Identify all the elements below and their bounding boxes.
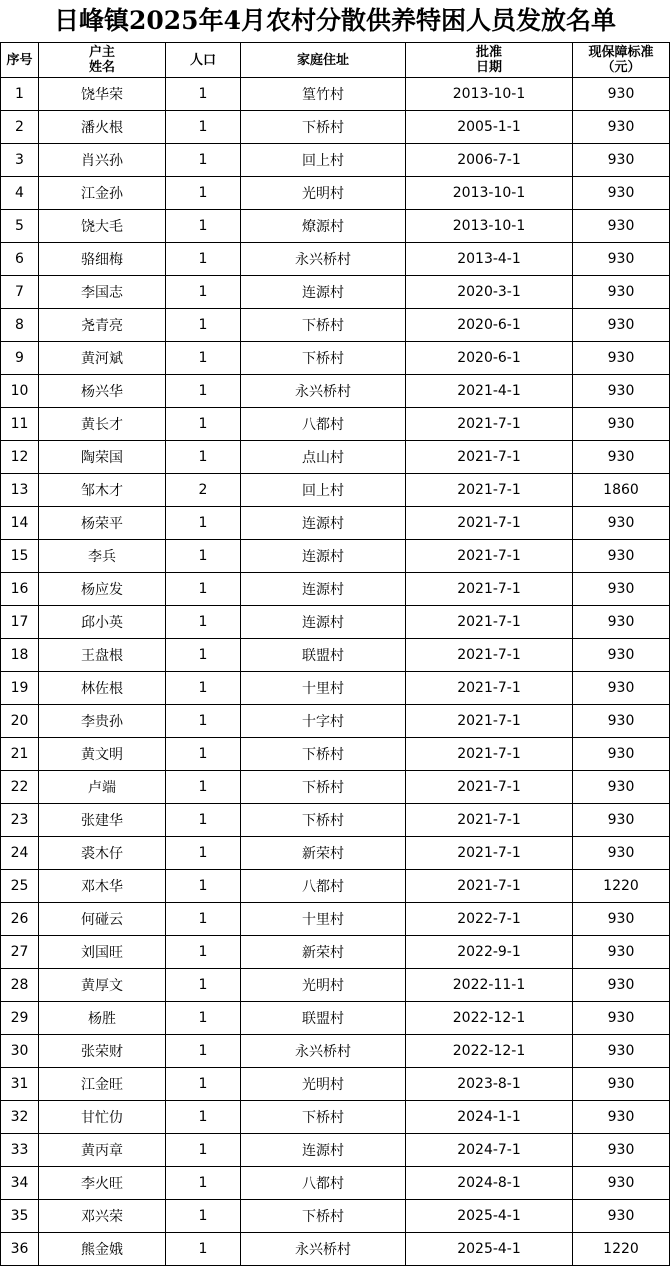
cell-name: 黄厚文 bbox=[39, 969, 166, 1002]
cell-population: 1 bbox=[166, 1200, 241, 1233]
table-row bbox=[1, 705, 670, 738]
header-approval-date: 批准 日期 bbox=[406, 43, 573, 78]
cell-name: 熊金娥 bbox=[39, 1233, 166, 1266]
cell-index: 16 bbox=[1, 573, 39, 606]
cell-address: 新荣村 bbox=[241, 837, 406, 870]
cell-name: 林佐根 bbox=[39, 672, 166, 705]
cell-population: 1 bbox=[166, 1002, 241, 1035]
cell-standard: 930 bbox=[573, 639, 670, 672]
header-population: 人口 bbox=[166, 43, 241, 78]
cell-standard: 930 bbox=[573, 1200, 670, 1233]
cell-approval-date: 2021-7-1 bbox=[406, 474, 573, 507]
cell-name: 骆细梅 bbox=[39, 243, 166, 276]
cell-index: 21 bbox=[1, 738, 39, 771]
cell-approval-date: 2022-12-1 bbox=[406, 1002, 573, 1035]
cell-approval-date: 2022-7-1 bbox=[406, 903, 573, 936]
cell-approval-date: 2021-7-1 bbox=[406, 672, 573, 705]
table-row bbox=[1, 606, 670, 639]
cell-index: 6 bbox=[1, 243, 39, 276]
cell-address: 下桥村 bbox=[241, 771, 406, 804]
cell-index: 20 bbox=[1, 705, 39, 738]
table-row bbox=[1, 210, 670, 243]
table-row bbox=[1, 441, 670, 474]
cell-standard: 930 bbox=[573, 804, 670, 837]
cell-approval-date: 2021-7-1 bbox=[406, 771, 573, 804]
table-row bbox=[1, 375, 670, 408]
cell-population: 1 bbox=[166, 309, 241, 342]
table-row bbox=[1, 573, 670, 606]
table-row bbox=[1, 1167, 670, 1200]
cell-population: 1 bbox=[166, 507, 241, 540]
table-row bbox=[1, 969, 670, 1002]
cell-name: 黄长才 bbox=[39, 408, 166, 441]
cell-address: 连源村 bbox=[241, 540, 406, 573]
cell-approval-date: 2013-10-1 bbox=[406, 78, 573, 111]
cell-population: 1 bbox=[166, 804, 241, 837]
cell-address: 点山村 bbox=[241, 441, 406, 474]
table-row bbox=[1, 837, 670, 870]
cell-index: 29 bbox=[1, 1002, 39, 1035]
cell-standard: 930 bbox=[573, 408, 670, 441]
cell-standard: 1860 bbox=[573, 474, 670, 507]
cell-approval-date: 2021-7-1 bbox=[406, 441, 573, 474]
cell-name: 何碰云 bbox=[39, 903, 166, 936]
cell-standard: 1220 bbox=[573, 1233, 670, 1266]
cell-address: 回上村 bbox=[241, 474, 406, 507]
cell-address: 八都村 bbox=[241, 1167, 406, 1200]
cell-address: 下桥村 bbox=[241, 111, 406, 144]
cell-standard: 930 bbox=[573, 177, 670, 210]
table-row bbox=[1, 672, 670, 705]
cell-name: 邓兴荣 bbox=[39, 1200, 166, 1233]
cell-approval-date: 2023-8-1 bbox=[406, 1068, 573, 1101]
table-row bbox=[1, 243, 670, 276]
cell-index: 3 bbox=[1, 144, 39, 177]
cell-standard: 930 bbox=[573, 606, 670, 639]
cell-approval-date: 2021-7-1 bbox=[406, 804, 573, 837]
cell-name: 尧青亮 bbox=[39, 309, 166, 342]
cell-index: 12 bbox=[1, 441, 39, 474]
table-row bbox=[1, 1101, 670, 1134]
cell-address: 篁竹村 bbox=[241, 78, 406, 111]
cell-approval-date: 2006-7-1 bbox=[406, 144, 573, 177]
cell-approval-date: 2005-1-1 bbox=[406, 111, 573, 144]
cell-population: 1 bbox=[166, 441, 241, 474]
cell-standard: 930 bbox=[573, 78, 670, 111]
cell-population: 1 bbox=[166, 375, 241, 408]
cell-standard: 930 bbox=[573, 276, 670, 309]
roster-table bbox=[0, 42, 670, 1266]
table-header-row bbox=[1, 43, 670, 78]
cell-address: 十字村 bbox=[241, 705, 406, 738]
cell-population: 1 bbox=[166, 1035, 241, 1068]
table-row bbox=[1, 1035, 670, 1068]
cell-index: 36 bbox=[1, 1233, 39, 1266]
cell-name: 邹木才 bbox=[39, 474, 166, 507]
cell-approval-date: 2024-1-1 bbox=[406, 1101, 573, 1134]
cell-standard: 930 bbox=[573, 705, 670, 738]
cell-name: 裘木仔 bbox=[39, 837, 166, 870]
cell-standard: 930 bbox=[573, 210, 670, 243]
cell-index: 17 bbox=[1, 606, 39, 639]
cell-standard: 930 bbox=[573, 144, 670, 177]
cell-index: 31 bbox=[1, 1068, 39, 1101]
cell-standard: 930 bbox=[573, 573, 670, 606]
cell-approval-date: 2021-7-1 bbox=[406, 408, 573, 441]
cell-index: 9 bbox=[1, 342, 39, 375]
cell-name: 饶大毛 bbox=[39, 210, 166, 243]
cell-address: 连源村 bbox=[241, 276, 406, 309]
cell-address: 十里村 bbox=[241, 903, 406, 936]
cell-population: 1 bbox=[166, 1068, 241, 1101]
cell-population: 1 bbox=[166, 903, 241, 936]
cell-population: 1 bbox=[166, 738, 241, 771]
cell-approval-date: 2021-7-1 bbox=[406, 507, 573, 540]
cell-address: 八都村 bbox=[241, 870, 406, 903]
table-row bbox=[1, 78, 670, 111]
cell-index: 32 bbox=[1, 1101, 39, 1134]
cell-population: 1 bbox=[166, 111, 241, 144]
cell-index: 5 bbox=[1, 210, 39, 243]
cell-population: 1 bbox=[166, 1101, 241, 1134]
cell-name: 李火旺 bbox=[39, 1167, 166, 1200]
cell-population: 1 bbox=[166, 606, 241, 639]
cell-standard: 1220 bbox=[573, 870, 670, 903]
cell-name: 杨兴华 bbox=[39, 375, 166, 408]
cell-approval-date: 2021-7-1 bbox=[406, 639, 573, 672]
cell-name: 刘国旺 bbox=[39, 936, 166, 969]
cell-population: 1 bbox=[166, 276, 241, 309]
cell-population: 1 bbox=[166, 243, 241, 276]
cell-address: 永兴桥村 bbox=[241, 1233, 406, 1266]
cell-index: 2 bbox=[1, 111, 39, 144]
cell-name: 杨胜 bbox=[39, 1002, 166, 1035]
cell-population: 1 bbox=[166, 870, 241, 903]
cell-approval-date: 2020-3-1 bbox=[406, 276, 573, 309]
cell-address: 十里村 bbox=[241, 672, 406, 705]
cell-index: 18 bbox=[1, 639, 39, 672]
cell-name: 饶华荣 bbox=[39, 78, 166, 111]
cell-population: 2 bbox=[166, 474, 241, 507]
cell-approval-date: 2020-6-1 bbox=[406, 309, 573, 342]
table-row bbox=[1, 342, 670, 375]
cell-index: 23 bbox=[1, 804, 39, 837]
cell-index: 30 bbox=[1, 1035, 39, 1068]
cell-standard: 930 bbox=[573, 1167, 670, 1200]
cell-standard: 930 bbox=[573, 243, 670, 276]
cell-standard: 930 bbox=[573, 1068, 670, 1101]
cell-address: 连源村 bbox=[241, 606, 406, 639]
cell-approval-date: 2013-10-1 bbox=[406, 177, 573, 210]
cell-index: 34 bbox=[1, 1167, 39, 1200]
cell-index: 8 bbox=[1, 309, 39, 342]
cell-index: 4 bbox=[1, 177, 39, 210]
table-row bbox=[1, 408, 670, 441]
cell-approval-date: 2021-7-1 bbox=[406, 606, 573, 639]
cell-approval-date: 2024-8-1 bbox=[406, 1167, 573, 1200]
cell-address: 光明村 bbox=[241, 1068, 406, 1101]
cell-approval-date: 2021-4-1 bbox=[406, 375, 573, 408]
cell-approval-date: 2021-7-1 bbox=[406, 540, 573, 573]
cell-standard: 930 bbox=[573, 540, 670, 573]
cell-approval-date: 2021-7-1 bbox=[406, 705, 573, 738]
cell-address: 联盟村 bbox=[241, 639, 406, 672]
cell-population: 1 bbox=[166, 1167, 241, 1200]
cell-approval-date: 2020-6-1 bbox=[406, 342, 573, 375]
table-row bbox=[1, 507, 670, 540]
cell-name: 黄河斌 bbox=[39, 342, 166, 375]
cell-name: 李国志 bbox=[39, 276, 166, 309]
cell-name: 黄丙章 bbox=[39, 1134, 166, 1167]
cell-name: 潘火根 bbox=[39, 111, 166, 144]
cell-standard: 930 bbox=[573, 1101, 670, 1134]
cell-population: 1 bbox=[166, 342, 241, 375]
cell-index: 28 bbox=[1, 969, 39, 1002]
cell-population: 1 bbox=[166, 771, 241, 804]
cell-name: 杨应发 bbox=[39, 573, 166, 606]
cell-population: 1 bbox=[166, 936, 241, 969]
cell-address: 永兴桥村 bbox=[241, 243, 406, 276]
cell-index: 35 bbox=[1, 1200, 39, 1233]
table-row bbox=[1, 1233, 670, 1266]
cell-address: 永兴桥村 bbox=[241, 375, 406, 408]
cell-name: 王盘根 bbox=[39, 639, 166, 672]
cell-address: 联盟村 bbox=[241, 1002, 406, 1035]
cell-approval-date: 2024-7-1 bbox=[406, 1134, 573, 1167]
cell-address: 永兴桥村 bbox=[241, 1035, 406, 1068]
cell-name: 江金旺 bbox=[39, 1068, 166, 1101]
cell-index: 1 bbox=[1, 78, 39, 111]
cell-approval-date: 2022-9-1 bbox=[406, 936, 573, 969]
cell-standard: 930 bbox=[573, 771, 670, 804]
cell-name: 卢端 bbox=[39, 771, 166, 804]
cell-address: 下桥村 bbox=[241, 738, 406, 771]
header-head-name: 户主 姓名 bbox=[39, 43, 166, 78]
cell-index: 13 bbox=[1, 474, 39, 507]
cell-population: 1 bbox=[166, 639, 241, 672]
cell-population: 1 bbox=[166, 78, 241, 111]
cell-name: 黄文明 bbox=[39, 738, 166, 771]
cell-name: 李兵 bbox=[39, 540, 166, 573]
cell-address: 连源村 bbox=[241, 507, 406, 540]
cell-population: 1 bbox=[166, 573, 241, 606]
table-row bbox=[1, 639, 670, 672]
header-index: 序号 bbox=[1, 43, 39, 78]
cell-name: 甘忙仂 bbox=[39, 1101, 166, 1134]
cell-address: 燎源村 bbox=[241, 210, 406, 243]
cell-index: 33 bbox=[1, 1134, 39, 1167]
cell-address: 光明村 bbox=[241, 177, 406, 210]
cell-population: 1 bbox=[166, 144, 241, 177]
cell-index: 10 bbox=[1, 375, 39, 408]
cell-standard: 930 bbox=[573, 375, 670, 408]
table-row bbox=[1, 144, 670, 177]
cell-population: 1 bbox=[166, 837, 241, 870]
cell-name: 邓木华 bbox=[39, 870, 166, 903]
cell-approval-date: 2013-10-1 bbox=[406, 210, 573, 243]
cell-standard: 930 bbox=[573, 1002, 670, 1035]
cell-name: 李贵孙 bbox=[39, 705, 166, 738]
table-row bbox=[1, 309, 670, 342]
cell-address: 下桥村 bbox=[241, 1200, 406, 1233]
cell-population: 1 bbox=[166, 672, 241, 705]
cell-standard: 930 bbox=[573, 672, 670, 705]
table-row bbox=[1, 1200, 670, 1233]
cell-population: 1 bbox=[166, 210, 241, 243]
cell-approval-date: 2021-7-1 bbox=[406, 738, 573, 771]
cell-standard: 930 bbox=[573, 1134, 670, 1167]
table-row bbox=[1, 1002, 670, 1035]
cell-name: 张建华 bbox=[39, 804, 166, 837]
cell-standard: 930 bbox=[573, 837, 670, 870]
cell-standard: 930 bbox=[573, 507, 670, 540]
header-standard: 现保障标准 （元） bbox=[573, 43, 670, 78]
table-row bbox=[1, 474, 670, 507]
table-row bbox=[1, 870, 670, 903]
cell-standard: 930 bbox=[573, 1035, 670, 1068]
header-address: 家庭住址 bbox=[241, 43, 406, 78]
table-row bbox=[1, 1134, 670, 1167]
cell-index: 7 bbox=[1, 276, 39, 309]
cell-approval-date: 2021-7-1 bbox=[406, 870, 573, 903]
cell-name: 陶荣国 bbox=[39, 441, 166, 474]
table-row bbox=[1, 936, 670, 969]
table-row bbox=[1, 177, 670, 210]
cell-standard: 930 bbox=[573, 969, 670, 1002]
cell-standard: 930 bbox=[573, 309, 670, 342]
cell-approval-date: 2025-4-1 bbox=[406, 1233, 573, 1266]
cell-name: 肖兴孙 bbox=[39, 144, 166, 177]
table-row bbox=[1, 276, 670, 309]
cell-index: 24 bbox=[1, 837, 39, 870]
table-row bbox=[1, 738, 670, 771]
table-row bbox=[1, 903, 670, 936]
table-row bbox=[1, 111, 670, 144]
cell-index: 15 bbox=[1, 540, 39, 573]
cell-approval-date: 2022-11-1 bbox=[406, 969, 573, 1002]
table-row bbox=[1, 1068, 670, 1101]
cell-standard: 930 bbox=[573, 342, 670, 375]
cell-index: 11 bbox=[1, 408, 39, 441]
cell-index: 25 bbox=[1, 870, 39, 903]
cell-address: 下桥村 bbox=[241, 1101, 406, 1134]
cell-population: 1 bbox=[166, 540, 241, 573]
cell-approval-date: 2021-7-1 bbox=[406, 573, 573, 606]
cell-address: 连源村 bbox=[241, 573, 406, 606]
table-row bbox=[1, 771, 670, 804]
cell-approval-date: 2021-7-1 bbox=[406, 837, 573, 870]
cell-standard: 930 bbox=[573, 936, 670, 969]
cell-name: 杨荣平 bbox=[39, 507, 166, 540]
page-title: 日峰镇2025年4月农村分散供养特困人员发放名单 bbox=[54, 6, 616, 35]
table-row bbox=[1, 540, 670, 573]
cell-address: 下桥村 bbox=[241, 342, 406, 375]
cell-address: 光明村 bbox=[241, 969, 406, 1002]
cell-address: 连源村 bbox=[241, 1134, 406, 1167]
cell-index: 19 bbox=[1, 672, 39, 705]
cell-standard: 930 bbox=[573, 903, 670, 936]
cell-address: 新荣村 bbox=[241, 936, 406, 969]
cell-population: 1 bbox=[166, 1134, 241, 1167]
cell-population: 1 bbox=[166, 1233, 241, 1266]
cell-standard: 930 bbox=[573, 738, 670, 771]
cell-standard: 930 bbox=[573, 441, 670, 474]
cell-population: 1 bbox=[166, 969, 241, 1002]
cell-index: 14 bbox=[1, 507, 39, 540]
cell-approval-date: 2013-4-1 bbox=[406, 243, 573, 276]
cell-population: 1 bbox=[166, 177, 241, 210]
cell-index: 26 bbox=[1, 903, 39, 936]
cell-name: 邱小英 bbox=[39, 606, 166, 639]
cell-address: 下桥村 bbox=[241, 309, 406, 342]
cell-address: 八都村 bbox=[241, 408, 406, 441]
table-row bbox=[1, 804, 670, 837]
cell-index: 22 bbox=[1, 771, 39, 804]
cell-index: 27 bbox=[1, 936, 39, 969]
cell-name: 江金孙 bbox=[39, 177, 166, 210]
cell-address: 回上村 bbox=[241, 144, 406, 177]
cell-name: 张荣财 bbox=[39, 1035, 166, 1068]
cell-population: 1 bbox=[166, 408, 241, 441]
cell-standard: 930 bbox=[573, 111, 670, 144]
cell-address: 下桥村 bbox=[241, 804, 406, 837]
cell-approval-date: 2025-4-1 bbox=[406, 1200, 573, 1233]
cell-approval-date: 2022-12-1 bbox=[406, 1035, 573, 1068]
cell-population: 1 bbox=[166, 705, 241, 738]
